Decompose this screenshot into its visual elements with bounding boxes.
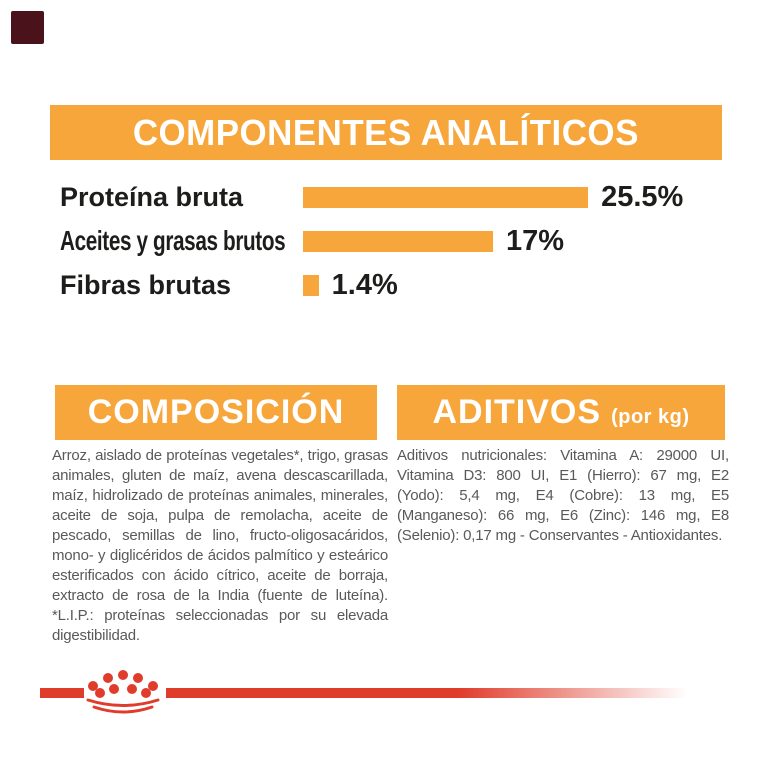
composition-title: COMPOSICIÓN [87, 393, 345, 431]
additives-title-group [432, 393, 689, 432]
bar-row [60, 219, 760, 263]
additives-banner [397, 385, 725, 440]
composition-banner [55, 385, 377, 440]
bar-value: 17% [506, 224, 565, 257]
additives-body: Aditivos nutricionales: Vitamina A: 29000 UI, Vitamina D3: 800 UI, E1 (Hierro): 67 mg, E2 (Yodo): 5,4 mg, E4 (Cobre): 13 mg, E5 (Manganeso): 66 mg, E6 (Zinc): 146 mg, E8 (Selenio): 0,17 mg - Conservantes - Antioxidantes. [397, 447, 729, 544]
bar-label: Aceites y grasas brutos [60, 225, 286, 256]
bar [303, 275, 319, 296]
bar-value: 25.5% [601, 180, 684, 213]
bar-row [60, 263, 760, 307]
royal-canin-crown-icon [84, 665, 162, 715]
bar-label: Proteína bruta [60, 181, 244, 212]
brand-corner-square [11, 11, 44, 44]
bar [303, 187, 588, 208]
footer-divider-line-right [166, 688, 698, 698]
bar-chart [60, 175, 760, 307]
analytics-title: COMPONENTES ANALÍTICOS [132, 111, 640, 153]
additives-unit-label: (por kg) [611, 406, 690, 428]
composition-body: Arroz, aislado de proteínas vegetales*, trigo, grasas animales, gluten de maíz, avena descascarillada, maíz, hidrolizado de proteínas animales, minerales, aceite de soja, pulpa de remolacha, aceite de pescado, semillas de lino, fructo-oligosacáridos, mono- y diglicéridos de ácidos palmítico y esteárico esterificados con ácido cítrico, aceite de borraja, extracto de rosa de la India (fuente de luteína). *L.I.P.: proteínas seleccionadas por su elevada digestibilidad. [52, 447, 388, 644]
additives-title: ADITIVOS [432, 393, 602, 431]
bar-row [60, 175, 760, 219]
footer-divider-line-left [40, 688, 84, 698]
bar-label: Fibras brutas [60, 269, 232, 300]
bar-value: 1.4% [331, 268, 398, 301]
bar [303, 231, 493, 252]
analytics-banner [50, 105, 722, 160]
